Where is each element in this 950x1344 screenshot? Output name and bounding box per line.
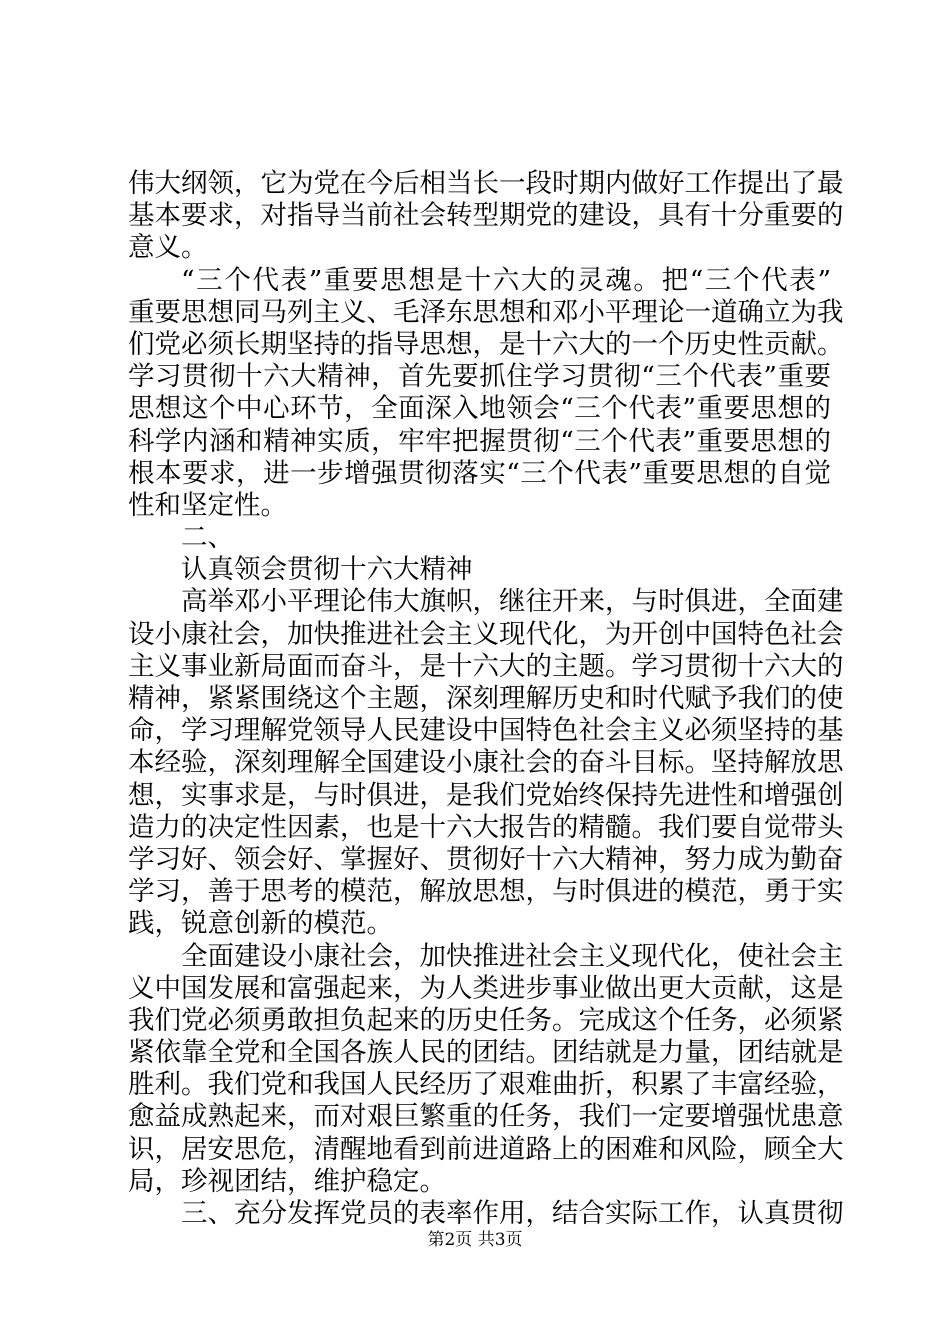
text-line: 全面建设小康社会，加快推进社会主义现代化，使社会主 — [181, 940, 844, 972]
paragraph-p6 — [128, 940, 844, 1199]
text-line: 设小康社会，加快推进社会主义现代化，为开创中国特色社会 — [128, 618, 844, 650]
text-line: “三个代表”重要思想是十六大的灵魂。把“三个代表” — [181, 264, 831, 296]
text-line: 学习贯彻十六大精神，首先要抓住学习贯彻“三个代表”重要 — [128, 361, 831, 393]
text-line: 意义。 — [128, 232, 208, 264]
text-line: 命，学习理解党领导人民建设中国特色社会主义必须坚持的基 — [128, 715, 844, 747]
text-line: 重要思想同马列主义、毛泽东思想和邓小平理论一道确立为我 — [128, 296, 844, 328]
paragraph-p2 — [128, 264, 844, 523]
document-body — [128, 168, 844, 1230]
text-line: 伟大纲领，它为党在今后相当长一段时期内做好工作提出了最 — [128, 168, 844, 199]
page-number-label: 第2页 共3页 — [427, 1230, 523, 1250]
paragraph-p5 — [128, 586, 844, 940]
text-line: 紧依靠全党和全国各族人民的团结。团结就是力量，团结就是 — [128, 1037, 844, 1069]
text-line: 精神，紧紧围绕这个主题，深刻理解历史和时代赋予我们的使 — [128, 683, 844, 714]
text-line: 识，居安思危，清醒地看到前进道路上的困难和风险，顾全大 — [128, 1133, 844, 1165]
text-line: 局，珍视团结，维护稳定。 — [128, 1165, 446, 1197]
text-line: 三、充分发挥党员的表率作用，结合实际工作，认真贯彻 — [181, 1198, 844, 1229]
text-line: 思想这个中心环节，全面深入地领会“三个代表”重要思想的 — [128, 393, 831, 425]
text-line: 本经验，深刻理解全国建设小康社会的奋斗目标。坚持解放思 — [128, 747, 844, 779]
text-line: 们党必须长期坚持的指导思想，是十六大的一个历史性贡献。 — [128, 328, 844, 360]
text-line: 学习好、领会好、掌握好、贯彻好十六大精神，努力成为勤奋 — [128, 843, 844, 875]
text-line: 学习，善于思考的模范，解放思想，与时俱进的模范，勇于实 — [128, 876, 844, 908]
text-line: 性和坚定性。 — [128, 489, 287, 521]
text-line: 想，实事求是，与时俱进，是我们党始终保持先进性和增强创 — [128, 779, 844, 811]
text-line: 根本要求，进一步增强贯彻落实“三个代表”重要思想的自觉 — [128, 457, 831, 489]
text-line: 科学内涵和精神实质，牢牢把握贯彻“三个代表”重要思想的 — [128, 425, 831, 457]
text-line: 胜利。我们党和我国人民经历了艰难曲折，积累了丰富经验， — [128, 1069, 844, 1101]
paragraph-p7 — [128, 1198, 844, 1230]
text-line: 践，锐意创新的模范。 — [128, 908, 393, 940]
text-line: 愈益成熟起来，而对艰巨繁重的任务，我们一定要增强忧患意 — [128, 1101, 844, 1133]
text-line: 造力的决定性因素，也是十六大报告的精髓。我们要自觉带头 — [128, 811, 844, 843]
paragraph-p1 — [128, 168, 844, 265]
text-line: 高举邓小平理论伟大旗帜，继往开来，与时俱进，全面建 — [181, 586, 844, 618]
paragraph-p3 — [128, 522, 831, 554]
text-line: 主义事业新局面而奋斗，是十六大的主题。学习贯彻十六大的 — [128, 650, 844, 682]
text-line: 我们党必须勇敢担负起来的历史任务。完成这个任务，必须紧 — [128, 1004, 844, 1036]
text-line: 基本要求，对指导当前社会转型期党的建设，具有十分重要的 — [128, 200, 844, 232]
page-footer — [0, 1228, 950, 1252]
paragraph-p4 — [128, 554, 831, 586]
text-line: 二、 — [181, 522, 234, 554]
text-line: 认真领会贯彻十六大精神 — [181, 554, 473, 586]
text-line: 义中国发展和富强起来，为人类进步事业做出更大贡献，这是 — [128, 972, 844, 1004]
